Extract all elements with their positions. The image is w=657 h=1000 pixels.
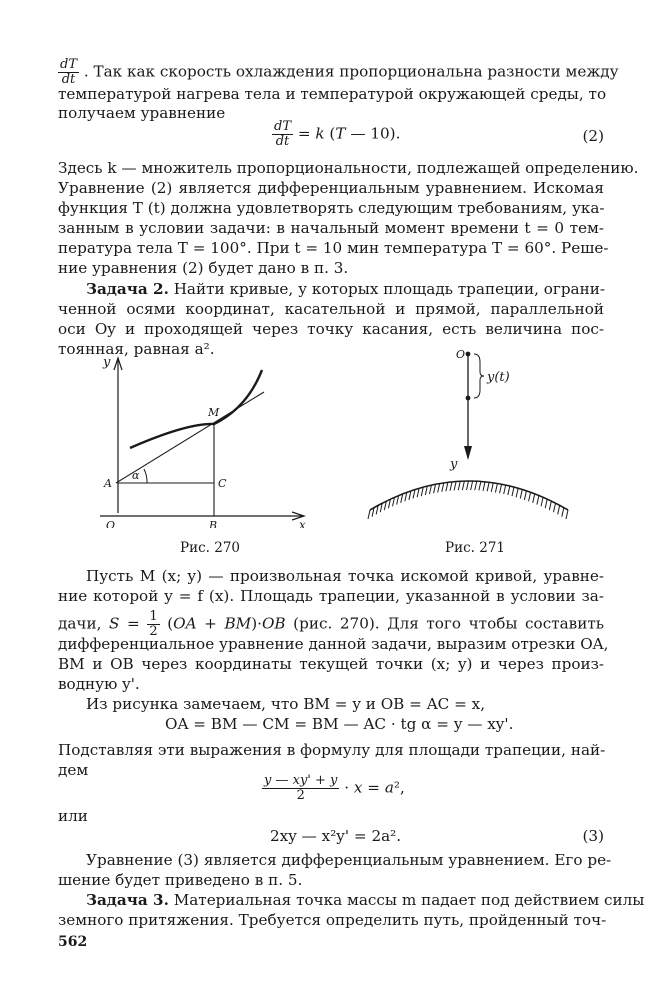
text-line-20: Из рисунка замечаем, что BM = y и OB = AC = x, (86, 695, 486, 713)
text-line-3: получаем уравнение (58, 104, 226, 122)
hatch-stroke (491, 483, 493, 492)
fall-arrow (464, 446, 472, 460)
hatch-stroke (429, 485, 431, 494)
text-line-26 (86, 890, 645, 910)
hatch-stroke (450, 482, 452, 491)
hatch-stroke (554, 503, 556, 512)
equation-2: $\frac{dT}{dt}$ = k (T — 10). (274, 119, 401, 149)
hatch-stroke (446, 482, 448, 491)
task-3-text: Материальная точка массы m падает под действием силы (173, 891, 645, 909)
text-line-18: BM и OB через координаты текущей точки (x; y) и через произ- (58, 655, 604, 673)
text-line-2: температурой нагрева тела и температурой окружающей среды, то (58, 85, 607, 103)
equation-2-number: (2) (582, 127, 604, 145)
hatch-stroke (458, 481, 460, 490)
hatch-stroke (520, 490, 522, 499)
hatch-stroke (421, 487, 423, 496)
angle-arc (144, 469, 147, 483)
hatch-stroke (483, 482, 485, 491)
hatch-stroke (558, 505, 560, 514)
hatch-stroke (462, 481, 464, 490)
earth-hatching (368, 481, 568, 519)
hatch-stroke (529, 492, 531, 501)
text-line-10 (86, 279, 604, 299)
brace-y-t (474, 354, 484, 398)
hatch-stroke (537, 496, 539, 505)
text-line-9: ние уравнения (2) будет дано в п. 3. (58, 259, 349, 277)
label-y: y (103, 355, 111, 370)
hatch-stroke (471, 481, 473, 490)
text-line-23: или (58, 807, 88, 825)
text-line-4: Здесь k — множитель пропорциональности, подлежащей определению. (58, 159, 639, 177)
hatch-stroke (467, 481, 469, 490)
hatch-stroke (541, 497, 543, 506)
hatch-stroke (545, 499, 547, 508)
label-O: O (106, 519, 116, 528)
hatch-stroke (425, 486, 427, 495)
curve (130, 370, 262, 448)
equation-3-number: (3) (582, 827, 604, 845)
text-line-22: дем (58, 761, 89, 779)
task-2-text: Найти кривые, у которых площадь трапеции, ограни- (173, 280, 605, 298)
hatch-stroke (512, 487, 514, 496)
equation-oa: OA = BM — CM = BM — AC · tg α = y — xy'. (165, 715, 514, 733)
text-line-21: Подставляя эти выражения в формулу для площади трапеции, най- (58, 741, 606, 759)
hatch-stroke (475, 481, 477, 490)
text-line-13: тоянная, равная a². (58, 340, 215, 358)
task-2-heading: Задача 2. (86, 280, 169, 298)
text-line-8: пература тела T = 100°. При t = 10 мин температура T = 60°. Реше- (58, 239, 609, 257)
text-line-7: занным в условии задачи: в начальный момент времени t = 0 тем- (58, 219, 604, 237)
text-line-19: водную y'. (58, 675, 140, 693)
text-line-25: шение будет приведено в п. 5. (58, 871, 303, 889)
label-x: x (299, 518, 306, 528)
equation-3: 2xy — x²y' = 2a². (270, 827, 402, 845)
text-line-16: дачи, S = $\frac{1}{2}$ (OA + BM)·OB (рис. 270). Для того чтобы составить (58, 609, 604, 639)
label-B: B (209, 519, 218, 528)
text-line-6: функция T (t) должна удовлетворять следующим требованиям, ука- (58, 199, 605, 217)
task-3-heading: Задача 3. (86, 891, 169, 909)
caption-fig-270: Рис. 270 (180, 540, 240, 556)
label-O-271: O (456, 348, 466, 361)
hatch-stroke (524, 491, 526, 500)
hatch-stroke (487, 482, 489, 491)
text-line-11: ченной осями координат, касательной и прямой, параллельной (58, 300, 604, 318)
hatch-stroke (495, 483, 497, 492)
hatch-stroke (504, 485, 506, 494)
fraction-dT-dt: $\frac{dT}{dt}$ (60, 57, 77, 87)
hatch-stroke (434, 484, 436, 493)
label-y-271: y (450, 457, 458, 472)
label-C: C (218, 477, 227, 490)
hatch-stroke (500, 484, 502, 493)
hatch-stroke (479, 481, 481, 490)
page-number: 562 (58, 934, 88, 950)
hatch-stroke (533, 494, 535, 503)
label-M: M (208, 406, 220, 419)
text-line-14: Пусть M (x; y) — произвольная точка искомой кривой, уравне- (86, 567, 604, 585)
figure-270 (92, 348, 322, 528)
hatch-stroke (508, 486, 510, 495)
text-line-1: $\frac{dT}{dt}$ . Так как скорость охлаждения пропорциональна разности между (60, 57, 619, 87)
text-line-17: дифференциальное уравнение данной задачи, выразим отрезки OA, (58, 635, 609, 653)
label-A: A (104, 477, 112, 490)
text-line-15: ние которой y = f (x). Площадь трапеции, указанной в условии за- (58, 587, 604, 605)
text-line-5: Уравнение (2) является дифференциальным уравнением. Искомая (58, 179, 604, 197)
label-y-t: y(t) (487, 370, 510, 385)
hatch-stroke (562, 508, 564, 517)
hatch-stroke (454, 481, 456, 490)
hatch-stroke (566, 510, 568, 519)
hatch-stroke (438, 483, 440, 492)
hatch-stroke (549, 501, 551, 510)
earth-surface (370, 481, 568, 510)
hatch-stroke (442, 483, 444, 492)
hatch-stroke (368, 510, 370, 519)
equation-trapezoid: $\frac{y — xy' + y}{2}$ · x = a², (264, 773, 405, 803)
label-alpha: α (132, 469, 140, 482)
hatch-stroke (516, 488, 518, 497)
text-line-27: земного притяжения. Требуется определить путь, пройденный точ- (58, 911, 607, 929)
figure-271 (360, 340, 585, 535)
text-line-12: оси Oy и проходящей через точку касания, есть величина пос- (58, 320, 604, 338)
caption-fig-271: Рис. 271 (445, 540, 505, 556)
text-line-24: Уравнение (3) является дифференциальным уравнением. Его ре- (86, 851, 612, 869)
